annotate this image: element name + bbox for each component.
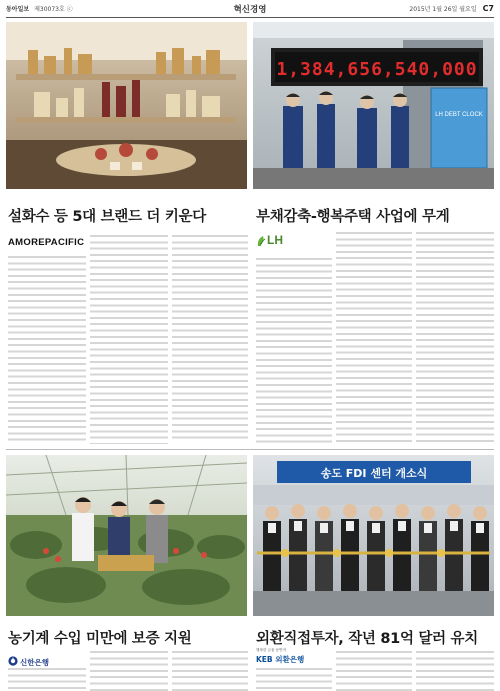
plate-text: LH DEBT CLOCK [435, 112, 483, 118]
shinhan-mark-icon [8, 656, 18, 668]
publish-date: 2015년 1월 26일 월요일 [409, 6, 477, 13]
banner-text: 송도 FDI 센터 개소식 [320, 467, 428, 480]
shinhan-logo [8, 656, 49, 668]
keb-text-col3 [416, 651, 494, 691]
section-title: 혁신경영 [233, 5, 267, 15]
shinhan-text-col3 [172, 651, 248, 691]
greenhouse-harvest-image [6, 455, 247, 616]
keb-logo-text: KEB 외환은행 [256, 655, 305, 664]
page-number: C7 [482, 4, 494, 13]
page-info [409, 4, 494, 13]
amore-photo [6, 22, 247, 189]
keb-logo-mark [256, 654, 304, 665]
text-lines [8, 668, 86, 691]
lh-text-col3 [416, 232, 494, 442]
amorepacific-logo [8, 237, 84, 248]
cosmetics-display-image [6, 22, 247, 189]
shinhan-text-col2 [90, 651, 168, 691]
text-lines [90, 651, 168, 691]
amore-text-col3 [172, 235, 248, 443]
shinhan-logo-text: 신한은행 [20, 657, 49, 667]
shinhan-photo [6, 455, 247, 616]
text-lines [8, 256, 86, 444]
amore-text-col1 [8, 256, 86, 444]
lh-text-col2 [336, 232, 412, 444]
keb-text-col2 [336, 651, 412, 691]
keb-headline: 외환직접투자, 작년 81억 달러 유치 [256, 631, 478, 647]
text-lines [256, 258, 332, 444]
text-lines [336, 232, 412, 444]
lh-logo-text: LH [267, 233, 283, 247]
text-lines [172, 235, 248, 443]
lh-logo [256, 233, 283, 247]
amore-text-col2 [90, 235, 168, 444]
amore-headline: 설화수 등 5대 브랜드 더 키운다 [8, 209, 207, 225]
section-divider [6, 449, 494, 450]
text-lines [336, 651, 412, 691]
ribbon-cutting-image [253, 455, 494, 616]
masthead-rule [6, 17, 494, 18]
lh-headline: 부채감축-행복주택 사업에 무게 [256, 209, 450, 225]
lh-mark-icon [256, 234, 266, 246]
keb-logo-kicker: 행복한 금융 동반자 [256, 648, 287, 652]
lh-text-col1 [256, 258, 332, 444]
debt-clock-image [253, 22, 494, 189]
text-lines [172, 651, 248, 691]
led-digits: 1,384,656,540,000 [276, 59, 478, 80]
amorepacific-logo-text: AMOREPACIFIC [8, 237, 85, 248]
keb-logo [256, 648, 304, 665]
keb-text-col1 [256, 668, 332, 691]
text-lines [256, 668, 332, 691]
shinhan-text-col1 [8, 668, 86, 691]
text-lines [416, 232, 494, 442]
masthead [6, 4, 494, 16]
keb-photo [253, 455, 494, 616]
text-lines [416, 651, 494, 691]
lh-photo [253, 22, 494, 189]
shinhan-headline: 농기계 수입 미만에 보증 지원 [8, 631, 192, 647]
paper-name: 동아일보 [6, 6, 30, 13]
text-lines [90, 235, 168, 444]
issue-number: 제30073호 ⓒ [34, 6, 73, 13]
